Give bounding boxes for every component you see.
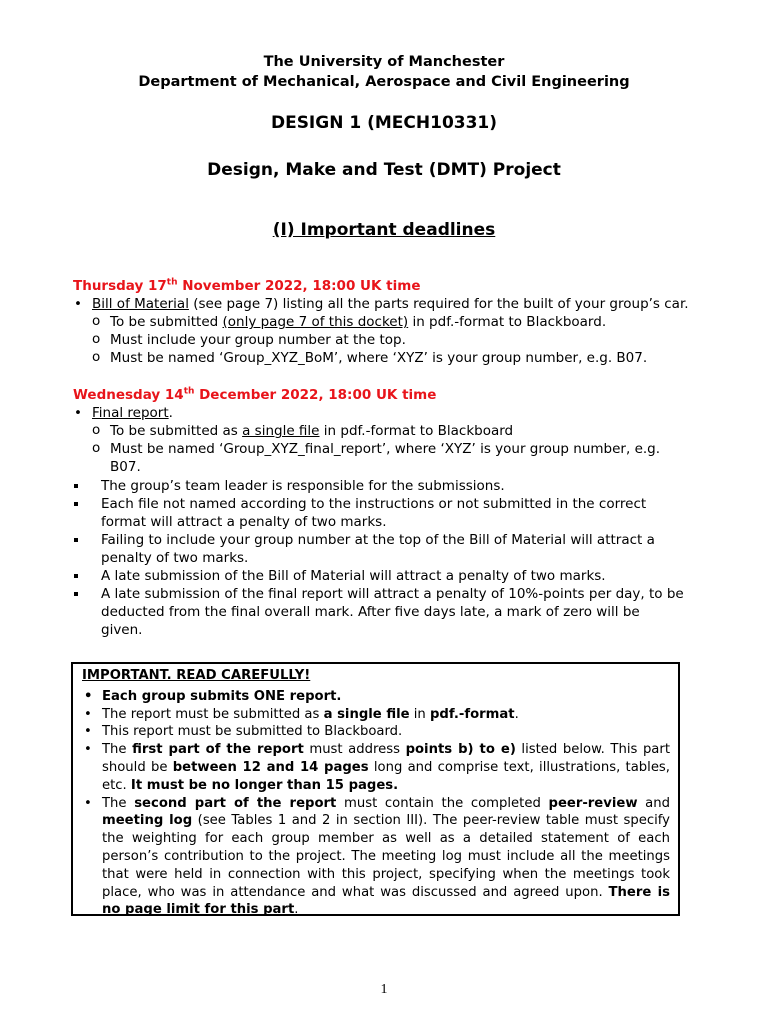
deadline-date-2: Wednesday 14th December 2022, 18:00 UK time <box>73 386 437 403</box>
list-item: • The report must be submitted as a single file in pdf.-format. <box>82 706 670 724</box>
deadline-block-2 <box>73 386 693 476</box>
rule-item: A late submission of the final report will attract a penalty of 10%-points per day, to be deducted from the final overall mark. After five days late, a mark of zero will be given. <box>73 585 685 639</box>
list-item: • The first part of the report must address points b) to e) listed below. This part should be between 12 and 14 pages long and comprise text, illustrations, tables, etc. It must be no longer than 15 pages. <box>82 741 670 794</box>
rule-item: A late submission of the Bill of Material will attract a penalty of two marks. <box>73 567 685 585</box>
list-item: o To be submitted (only page 7 of this docket) in pdf.-format to Blackboard. <box>73 313 693 331</box>
rule-item: Each file not named according to the instructions or not submitted in the correct format will attract a penalty of two marks. <box>73 495 685 531</box>
page-number: 1 <box>380 982 388 997</box>
list-item: o Must include your group number at the top. <box>73 331 693 349</box>
submission-rules <box>73 477 685 639</box>
list-item: o Must be named ‘Group_XYZ_final_report’, where ‘XYZ’ is your group number, e.g. B07. <box>73 440 693 476</box>
final-report-text: Final report <box>92 405 169 421</box>
list-item: o Must be named ‘Group_XYZ_BoM’, where ‘XYZ’ is your group number, e.g. B07. <box>73 349 693 367</box>
department-name: Department of Mechanical, Aerospace and Civil Engineering <box>138 74 630 90</box>
section-heading: (I) Important deadlines <box>272 220 496 240</box>
notice-title: IMPORTANT. READ CAREFULLY! <box>82 668 311 683</box>
list-item: • The second part of the report must contain the completed peer-review and meeting log (see Tables 1 and 2 in section III). The peer-review table must specify the weighting for each group member as well as a detailed statement of each person’s contribution to the project. The meeting log must include all the meetings that were held in connection with this project, specifying when the meetings took place, who was in attendance and what was discussed and agreed upon. There is no page limit for this part. <box>82 795 670 920</box>
course-title: DESIGN 1 (MECH10331) <box>270 113 498 133</box>
deadline-block-1 <box>73 277 693 367</box>
bill-of-material-text: Bill of Material <box>92 296 189 312</box>
list-item: • Final report. o To be submitted as a single file in pdf.-format to Blackboard o Must be named ‘Group_XYZ_final_report’, where ‘XYZ’ is your group number, e.g. B07. <box>73 404 693 476</box>
deadline-1-items <box>73 295 693 367</box>
project-title: Design, Make and Test (DMT) Project <box>207 160 561 180</box>
list-item: • Each group submits ONE report. <box>82 688 670 706</box>
notice-items <box>82 688 670 919</box>
list-item: o To be submitted as a single file in pdf.-format to Blackboard <box>73 422 693 440</box>
list-item: • Bill of Material (see page 7) listing all the parts required for the built of your group’s car. o To be submitted (only page 7 of this docket) in pdf.-format to Blackboard. o Must include your group number at the top. o Must be named ‘Group_XYZ_BoM’, where ‘XYZ’ is your group number, e.g. B07. <box>73 295 693 367</box>
important-notice-box <box>71 662 680 916</box>
document-header <box>0 52 768 92</box>
university-name: The University of Manchester <box>263 54 505 70</box>
deadline-2-items <box>73 404 693 476</box>
list-item: • This report must be submitted to Blackboard. <box>82 723 670 741</box>
rule-item: The group’s team leader is responsible for the submissions. <box>73 477 685 495</box>
rule-item: Failing to include your group number at the top of the Bill of Material will attract a penalty of two marks. <box>73 531 685 567</box>
deadline-date-1: Thursday 17th November 2022, 18:00 UK time <box>73 277 421 294</box>
